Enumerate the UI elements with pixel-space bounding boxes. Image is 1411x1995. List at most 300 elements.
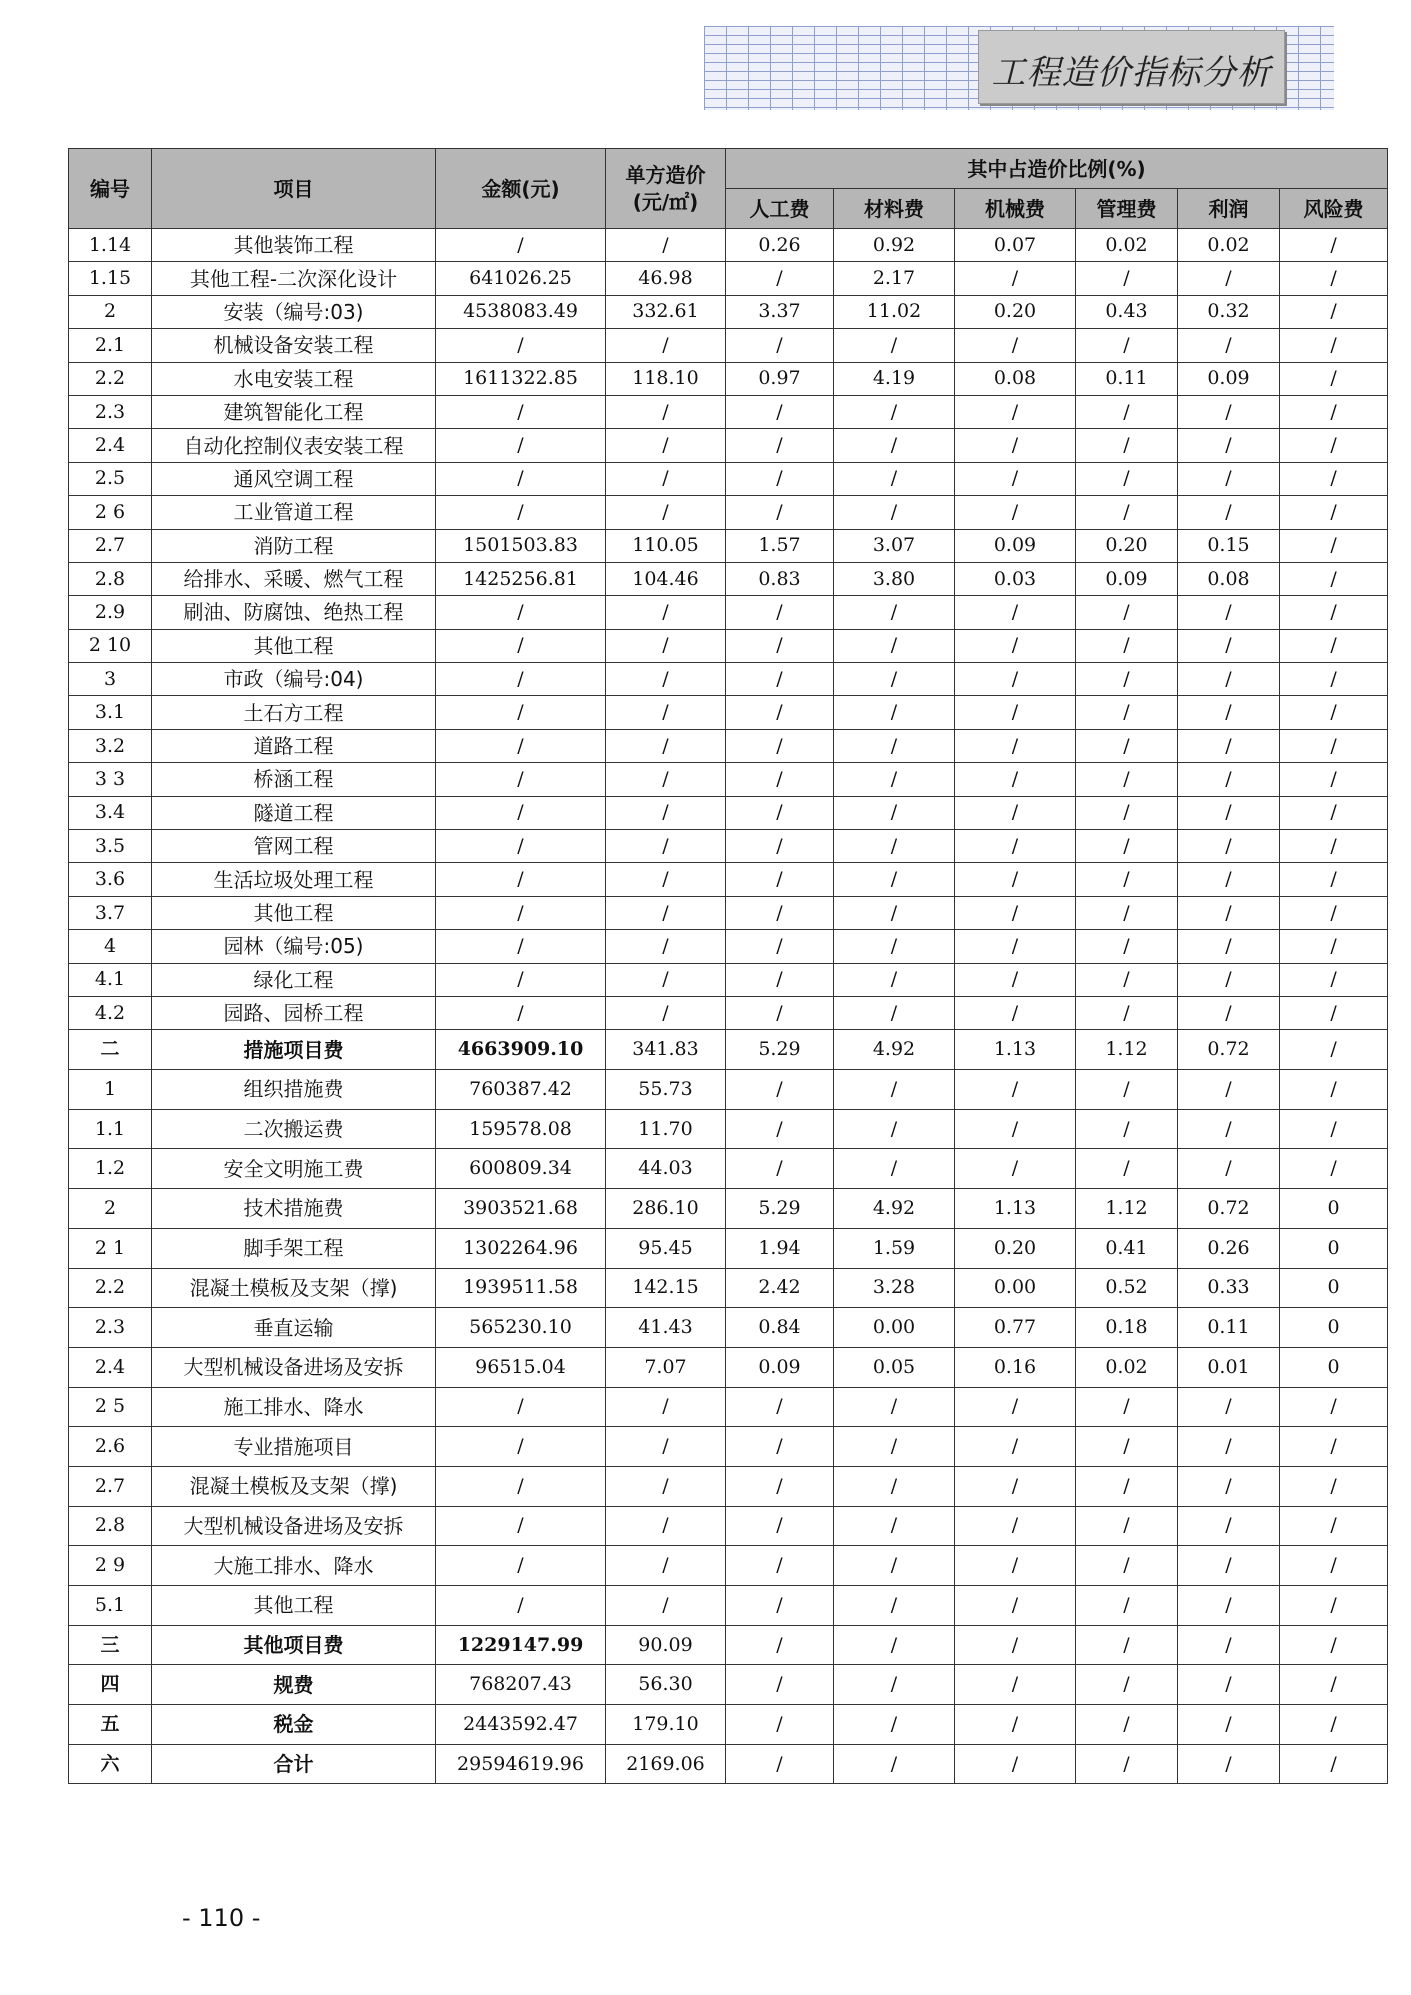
cell-unit-cost: / xyxy=(606,763,726,796)
cell-labor: / xyxy=(726,896,834,929)
cell-no: 2 5 xyxy=(69,1387,152,1427)
cell-material: / xyxy=(834,663,955,696)
cell-profit: 0.26 xyxy=(1178,1228,1280,1268)
table-row xyxy=(69,462,1388,495)
col-header-machine: 机械费 xyxy=(955,189,1076,229)
cell-no: 1.2 xyxy=(69,1149,152,1189)
cell-unit-cost: 104.46 xyxy=(606,562,726,595)
cell-unit-cost: / xyxy=(606,496,726,529)
cell-machine: / xyxy=(955,329,1076,362)
cell-machine: 0.03 xyxy=(955,562,1076,595)
cell-risk: / xyxy=(1280,429,1388,462)
cell-management: / xyxy=(1076,1506,1178,1546)
cell-unit-cost: / xyxy=(606,963,726,996)
cell-amount: / xyxy=(436,596,606,629)
cell-unit-cost: / xyxy=(606,663,726,696)
cell-management: / xyxy=(1076,1665,1178,1705)
cell-material: 11.02 xyxy=(834,295,955,328)
cell-no: 2 xyxy=(69,1189,152,1229)
cell-no: 四 xyxy=(69,1665,152,1705)
cell-amount: 600809.34 xyxy=(436,1149,606,1189)
table-row xyxy=(69,529,1388,562)
cell-amount: 1939511.58 xyxy=(436,1268,606,1308)
cell-item: 给排水、采暖、燃气工程 xyxy=(152,562,436,595)
cell-machine: / xyxy=(955,1427,1076,1467)
cell-profit: / xyxy=(1178,1506,1280,1546)
cell-management: / xyxy=(1076,863,1178,896)
cell-material: / xyxy=(834,896,955,929)
col-header-risk: 风险费 xyxy=(1280,189,1388,229)
cell-management: / xyxy=(1076,1149,1178,1189)
table-row xyxy=(69,1228,1388,1268)
cell-labor: / xyxy=(726,1149,834,1189)
cell-amount: 1302264.96 xyxy=(436,1228,606,1268)
cell-material: 0.92 xyxy=(834,229,955,262)
cell-material: / xyxy=(834,329,955,362)
cell-item: 自动化控制仪表安装工程 xyxy=(152,429,436,462)
cell-unit-cost: 332.61 xyxy=(606,295,726,328)
cell-risk: / xyxy=(1280,1705,1388,1745)
cell-labor: / xyxy=(726,262,834,295)
cell-material: / xyxy=(834,1466,955,1506)
cell-item: 其他工程 xyxy=(152,896,436,929)
table-row xyxy=(69,796,1388,829)
cell-material: / xyxy=(834,696,955,729)
cell-no: 2 xyxy=(69,295,152,328)
cell-material: / xyxy=(834,796,955,829)
cell-unit-cost: / xyxy=(606,462,726,495)
cell-machine: 0.09 xyxy=(955,529,1076,562)
cell-amount: 641026.25 xyxy=(436,262,606,295)
cell-no: 4.2 xyxy=(69,996,152,1029)
cell-unit-cost: / xyxy=(606,1506,726,1546)
header-title-box xyxy=(978,30,1285,104)
cell-no: 3.1 xyxy=(69,696,152,729)
cell-risk: / xyxy=(1280,329,1388,362)
cell-material: / xyxy=(834,863,955,896)
cell-no: 3 xyxy=(69,663,152,696)
cell-item: 合计 xyxy=(152,1744,436,1784)
cell-risk: / xyxy=(1280,1427,1388,1467)
cell-labor: / xyxy=(726,663,834,696)
cell-risk: / xyxy=(1280,395,1388,428)
cell-machine: / xyxy=(955,1109,1076,1149)
cell-machine: / xyxy=(955,729,1076,762)
cell-labor: / xyxy=(726,596,834,629)
cell-no: 六 xyxy=(69,1744,152,1784)
cell-unit-cost: 90.09 xyxy=(606,1625,726,1665)
cell-labor: / xyxy=(726,496,834,529)
cell-management: / xyxy=(1076,1427,1178,1467)
cell-item: 其他工程-二次深化设计 xyxy=(152,262,436,295)
table-row xyxy=(69,229,1388,262)
cell-labor: / xyxy=(726,1387,834,1427)
cell-amount: 4538083.49 xyxy=(436,295,606,328)
table-row xyxy=(69,295,1388,328)
cell-labor: / xyxy=(726,1744,834,1784)
cell-management: / xyxy=(1076,930,1178,963)
cell-amount: / xyxy=(436,696,606,729)
cell-item: 混凝土模板及支架（撑) xyxy=(152,1466,436,1506)
cell-management: / xyxy=(1076,1625,1178,1665)
cell-profit: / xyxy=(1178,1586,1280,1626)
cell-no: 2.6 xyxy=(69,1427,152,1467)
cell-labor: / xyxy=(726,629,834,662)
cell-amount: / xyxy=(436,395,606,428)
cell-machine: 1.13 xyxy=(955,1189,1076,1229)
cell-material: / xyxy=(834,1546,955,1586)
cell-amount: 760387.42 xyxy=(436,1070,606,1110)
cell-risk: / xyxy=(1280,496,1388,529)
cell-risk: / xyxy=(1280,796,1388,829)
cell-labor: / xyxy=(726,1109,834,1149)
cell-no: 5.1 xyxy=(69,1586,152,1626)
cell-risk: / xyxy=(1280,1586,1388,1626)
cell-machine: / xyxy=(955,462,1076,495)
cell-unit-cost: / xyxy=(606,1387,726,1427)
cell-profit: / xyxy=(1178,462,1280,495)
cell-management: / xyxy=(1076,1466,1178,1506)
cell-labor: / xyxy=(726,996,834,1029)
cell-management: / xyxy=(1076,596,1178,629)
cell-machine: / xyxy=(955,1744,1076,1784)
cell-machine: / xyxy=(955,930,1076,963)
cell-labor: / xyxy=(726,763,834,796)
cell-machine: / xyxy=(955,1705,1076,1745)
cell-management: / xyxy=(1076,395,1178,428)
cell-item: 安全文明施工费 xyxy=(152,1149,436,1189)
table-row xyxy=(69,395,1388,428)
cell-no: 4.1 xyxy=(69,963,152,996)
cell-machine: / xyxy=(955,1506,1076,1546)
cell-management: 0.11 xyxy=(1076,362,1178,395)
cell-unit-cost: / xyxy=(606,596,726,629)
cell-profit: / xyxy=(1178,696,1280,729)
cell-profit: / xyxy=(1178,262,1280,295)
table-row xyxy=(69,896,1388,929)
cell-item: 其他工程 xyxy=(152,629,436,662)
cell-profit: / xyxy=(1178,663,1280,696)
cell-no: 2.9 xyxy=(69,596,152,629)
cell-material: / xyxy=(834,1586,955,1626)
cell-management: / xyxy=(1076,663,1178,696)
cell-risk: / xyxy=(1280,562,1388,595)
cell-material: / xyxy=(834,395,955,428)
cell-risk: 0 xyxy=(1280,1189,1388,1229)
cell-item: 机械设备安装工程 xyxy=(152,329,436,362)
cell-profit: / xyxy=(1178,429,1280,462)
cell-no: 1.1 xyxy=(69,1109,152,1149)
cell-profit: / xyxy=(1178,796,1280,829)
cell-unit-cost: 95.45 xyxy=(606,1228,726,1268)
table-row xyxy=(69,262,1388,295)
col-header-ratio-group: 其中占造价比例(%) xyxy=(726,149,1388,189)
cell-material: 4.19 xyxy=(834,362,955,395)
cell-labor: 0.84 xyxy=(726,1308,834,1348)
cell-amount: 1501503.83 xyxy=(436,529,606,562)
cell-unit-cost: / xyxy=(606,1586,726,1626)
cell-profit: 0.33 xyxy=(1178,1268,1280,1308)
cell-item: 通风空调工程 xyxy=(152,462,436,495)
cell-item: 税金 xyxy=(152,1705,436,1745)
cell-management: / xyxy=(1076,1546,1178,1586)
cell-material: / xyxy=(834,1506,955,1546)
cell-material: / xyxy=(834,1665,955,1705)
cell-management: / xyxy=(1076,896,1178,929)
table-row xyxy=(69,863,1388,896)
table-row xyxy=(69,1506,1388,1546)
cell-amount: / xyxy=(436,763,606,796)
cell-risk: 0 xyxy=(1280,1228,1388,1268)
cell-management: / xyxy=(1076,1387,1178,1427)
cell-no: 二 xyxy=(69,1030,152,1070)
cell-profit: / xyxy=(1178,1625,1280,1665)
cell-material: / xyxy=(834,1149,955,1189)
cell-risk: / xyxy=(1280,1744,1388,1784)
cell-management: 0.09 xyxy=(1076,562,1178,595)
cell-profit: / xyxy=(1178,763,1280,796)
cell-labor: / xyxy=(726,1586,834,1626)
cell-management: / xyxy=(1076,629,1178,662)
cell-amount: / xyxy=(436,863,606,896)
cell-material: / xyxy=(834,462,955,495)
cell-item: 施工排水、降水 xyxy=(152,1387,436,1427)
cell-risk: / xyxy=(1280,262,1388,295)
cell-machine: 0.08 xyxy=(955,362,1076,395)
cell-labor: / xyxy=(726,729,834,762)
cell-profit: / xyxy=(1178,1744,1280,1784)
cell-machine: / xyxy=(955,262,1076,295)
cell-unit-cost: 44.03 xyxy=(606,1149,726,1189)
cell-amount: / xyxy=(436,496,606,529)
cell-item: 组织措施费 xyxy=(152,1070,436,1110)
cell-labor: / xyxy=(726,830,834,863)
table-row xyxy=(69,562,1388,595)
table-row xyxy=(69,1030,1388,1070)
cell-management: / xyxy=(1076,1705,1178,1745)
cell-no: 2.8 xyxy=(69,1506,152,1546)
cell-unit-cost: / xyxy=(606,395,726,428)
cell-no: 2.2 xyxy=(69,1268,152,1308)
cell-management: / xyxy=(1076,830,1178,863)
cell-item: 建筑智能化工程 xyxy=(152,395,436,428)
cell-profit: 0.15 xyxy=(1178,529,1280,562)
cell-labor: / xyxy=(726,462,834,495)
cell-amount: 4663909.10 xyxy=(436,1030,606,1070)
cell-item: 管网工程 xyxy=(152,830,436,863)
cell-machine: / xyxy=(955,1466,1076,1506)
cell-no: 2.3 xyxy=(69,395,152,428)
table-row xyxy=(69,1744,1388,1784)
cell-material: / xyxy=(834,1625,955,1665)
cell-no: 1 xyxy=(69,1070,152,1110)
cell-amount: 159578.08 xyxy=(436,1109,606,1149)
col-header-management: 管理费 xyxy=(1076,189,1178,229)
cell-profit: 0.02 xyxy=(1178,229,1280,262)
cell-labor: / xyxy=(726,1546,834,1586)
cell-risk: / xyxy=(1280,729,1388,762)
cell-profit: / xyxy=(1178,1149,1280,1189)
cell-risk: / xyxy=(1280,1665,1388,1705)
cell-profit: / xyxy=(1178,596,1280,629)
cell-management: / xyxy=(1076,1109,1178,1149)
cell-no: 五 xyxy=(69,1705,152,1745)
col-header-item: 项目 xyxy=(152,149,436,229)
cell-labor: / xyxy=(726,796,834,829)
cell-amount: / xyxy=(436,729,606,762)
cell-profit: / xyxy=(1178,930,1280,963)
cell-no: 1.15 xyxy=(69,262,152,295)
cell-item: 园路、园桥工程 xyxy=(152,996,436,1029)
cell-item: 生活垃圾处理工程 xyxy=(152,863,436,896)
cell-material: / xyxy=(834,629,955,662)
cell-profit: / xyxy=(1178,963,1280,996)
cell-amount: 29594619.96 xyxy=(436,1744,606,1784)
cell-management: 0.20 xyxy=(1076,529,1178,562)
table-row xyxy=(69,1189,1388,1229)
cell-amount: 96515.04 xyxy=(436,1347,606,1387)
cell-no: 3.6 xyxy=(69,863,152,896)
cell-risk: / xyxy=(1280,1546,1388,1586)
cell-management: / xyxy=(1076,1586,1178,1626)
cell-risk: / xyxy=(1280,596,1388,629)
cell-management: 0.52 xyxy=(1076,1268,1178,1308)
cell-amount: / xyxy=(436,1546,606,1586)
cell-labor: 5.29 xyxy=(726,1189,834,1229)
cell-material: / xyxy=(834,830,955,863)
cell-amount: / xyxy=(436,830,606,863)
cell-risk: / xyxy=(1280,1466,1388,1506)
cell-item: 市政（编号:04) xyxy=(152,663,436,696)
cell-item: 道路工程 xyxy=(152,729,436,762)
cell-unit-cost: / xyxy=(606,796,726,829)
cell-no: 2.3 xyxy=(69,1308,152,1348)
cell-amount: 2443592.47 xyxy=(436,1705,606,1745)
cell-labor: / xyxy=(726,863,834,896)
cell-unit-cost: 55.73 xyxy=(606,1070,726,1110)
cell-labor: 3.37 xyxy=(726,295,834,328)
cell-item: 技术措施费 xyxy=(152,1189,436,1229)
table-row xyxy=(69,429,1388,462)
cell-risk: / xyxy=(1280,1625,1388,1665)
cell-unit-cost: 286.10 xyxy=(606,1189,726,1229)
cell-management: / xyxy=(1076,1744,1178,1784)
cell-profit: 0.32 xyxy=(1178,295,1280,328)
cell-profit: / xyxy=(1178,1665,1280,1705)
cell-amount: / xyxy=(436,1506,606,1546)
cell-unit-cost: 46.98 xyxy=(606,262,726,295)
cell-management: 1.12 xyxy=(1076,1189,1178,1229)
cell-risk: / xyxy=(1280,930,1388,963)
cell-labor: / xyxy=(726,429,834,462)
table-row xyxy=(69,1268,1388,1308)
table-row xyxy=(69,362,1388,395)
cell-unit-cost: 41.43 xyxy=(606,1308,726,1348)
cell-material: / xyxy=(834,1744,955,1784)
cell-unit-cost: 110.05 xyxy=(606,529,726,562)
cell-no: 2 1 xyxy=(69,1228,152,1268)
cell-machine: / xyxy=(955,896,1076,929)
cell-material: / xyxy=(834,1705,955,1745)
cell-unit-cost: 179.10 xyxy=(606,1705,726,1745)
cell-risk: / xyxy=(1280,1030,1388,1070)
table-row xyxy=(69,830,1388,863)
cell-material: 3.07 xyxy=(834,529,955,562)
col-header-labor: 人工费 xyxy=(726,189,834,229)
cell-management: / xyxy=(1076,796,1178,829)
cell-machine: / xyxy=(955,663,1076,696)
cell-risk: 0 xyxy=(1280,1308,1388,1348)
cell-management: 1.12 xyxy=(1076,1030,1178,1070)
table-row xyxy=(69,329,1388,362)
cell-material: 4.92 xyxy=(834,1189,955,1229)
cell-no: 2 6 xyxy=(69,496,152,529)
cell-amount: 1611322.85 xyxy=(436,362,606,395)
cell-item: 安装（编号:03) xyxy=(152,295,436,328)
cell-machine: / xyxy=(955,1665,1076,1705)
cell-no: 3.2 xyxy=(69,729,152,762)
table-row xyxy=(69,496,1388,529)
cell-material: / xyxy=(834,963,955,996)
cell-amount: 565230.10 xyxy=(436,1308,606,1348)
cell-amount: / xyxy=(436,663,606,696)
cell-profit: 0.72 xyxy=(1178,1189,1280,1229)
cell-management: / xyxy=(1076,963,1178,996)
cell-item: 混凝土模板及支架（撑) xyxy=(152,1268,436,1308)
cell-material: 3.28 xyxy=(834,1268,955,1308)
cell-machine: / xyxy=(955,1387,1076,1427)
cell-amount: / xyxy=(436,963,606,996)
col-header-profit: 利润 xyxy=(1178,189,1280,229)
cell-amount: 768207.43 xyxy=(436,1665,606,1705)
cell-profit: / xyxy=(1178,830,1280,863)
cell-risk: 0 xyxy=(1280,1347,1388,1387)
cell-management: / xyxy=(1076,696,1178,729)
cell-item: 绿化工程 xyxy=(152,963,436,996)
cell-no: 三 xyxy=(69,1625,152,1665)
cell-profit: / xyxy=(1178,1546,1280,1586)
cell-amount: / xyxy=(436,896,606,929)
cell-no: 3.4 xyxy=(69,796,152,829)
cell-item: 消防工程 xyxy=(152,529,436,562)
table-row xyxy=(69,1665,1388,1705)
cell-labor: / xyxy=(726,1506,834,1546)
cell-management: 0.02 xyxy=(1076,1347,1178,1387)
cell-risk: / xyxy=(1280,462,1388,495)
col-header-no: 编号 xyxy=(69,149,152,229)
cell-labor: / xyxy=(726,1705,834,1745)
cell-material: / xyxy=(834,996,955,1029)
cell-profit: / xyxy=(1178,1070,1280,1110)
cell-labor: / xyxy=(726,963,834,996)
cell-no: 2.2 xyxy=(69,362,152,395)
cell-material: / xyxy=(834,596,955,629)
cell-management: 0.41 xyxy=(1076,1228,1178,1268)
cell-unit-cost: 11.70 xyxy=(606,1109,726,1149)
cell-profit: / xyxy=(1178,1387,1280,1427)
table-row xyxy=(69,1387,1388,1427)
cell-unit-cost: / xyxy=(606,1466,726,1506)
cell-item: 其他工程 xyxy=(152,1586,436,1626)
cell-machine: / xyxy=(955,863,1076,896)
cell-labor: / xyxy=(726,696,834,729)
cell-item: 隧道工程 xyxy=(152,796,436,829)
cell-risk: / xyxy=(1280,996,1388,1029)
cell-machine: / xyxy=(955,796,1076,829)
table-row xyxy=(69,996,1388,1029)
cell-machine: / xyxy=(955,596,1076,629)
cell-amount: / xyxy=(436,1466,606,1506)
